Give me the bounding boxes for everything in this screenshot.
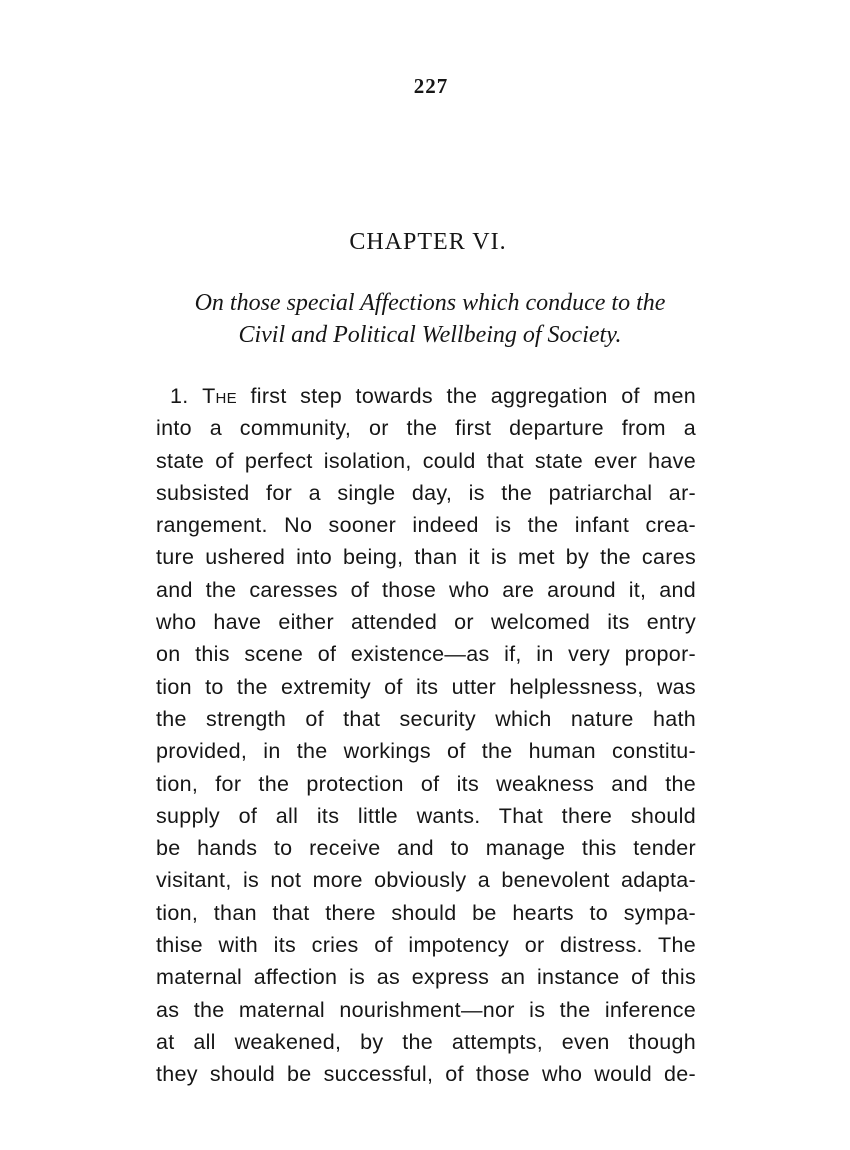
page-number: 227 [413, 74, 449, 98]
paragraph-lead-word: The [202, 384, 237, 408]
text-line: first step towards the aggregation of men [250, 384, 696, 408]
text-line: supply of all its little wants. That there should [156, 803, 696, 828]
text-line: into a community, or the first departure from a [156, 416, 696, 441]
text-line: who have either attended or welcomed its entry [156, 610, 696, 635]
text-line: on this scene of existence—as if, in very propor- [156, 642, 696, 667]
chapter-subtitle [150, 287, 710, 351]
text-line: thise with its cries of impotency or distress. The [156, 933, 696, 958]
text-line: provided, in the workings of the human constitu- [156, 739, 696, 764]
text-line: the strength of that security which nature hath [156, 706, 696, 731]
text-line: maternal affection is as express an instance of this [156, 965, 696, 990]
text-line: tion, than that there should be hearts to sympa- [156, 900, 696, 925]
text-line: be hands to receive and to manage this tender [156, 836, 696, 861]
text-line: and the caresses of those who are around it, and [156, 577, 696, 602]
text-line: rangement. No sooner indeed is the infant crea- [156, 513, 696, 538]
chapter-subtitle-line: Civil and Political Wellbeing of Society. [238, 322, 622, 348]
chapter-heading: CHAPTER VI. [349, 229, 507, 255]
text-line: at all weakened, by the attempts, even though [156, 1029, 696, 1054]
paragraph-number: 1. [170, 384, 189, 408]
text-line: they should be successful, of those who would de- [156, 1062, 696, 1087]
text-line: tion to the extremity of its utter helplessness, was [156, 674, 696, 699]
paragraph-first-line [156, 380, 696, 412]
text-line: visitant, is not more obviously a benevolent adapta- [156, 868, 696, 893]
text-line: as the maternal nourishment—nor is the inference [156, 997, 696, 1022]
paragraph-body [156, 380, 696, 1091]
text-line: ture ushered into being, than it is met by the cares [156, 545, 696, 570]
text-line: subsisted for a single day, is the patriarchal ar- [156, 480, 696, 505]
chapter-subtitle-line: On those special Affections which conduce to the [194, 290, 666, 316]
text-line: tion, for the protection of its weakness and the [156, 771, 696, 796]
text-line: state of perfect isolation, could that state ever have [156, 448, 696, 473]
